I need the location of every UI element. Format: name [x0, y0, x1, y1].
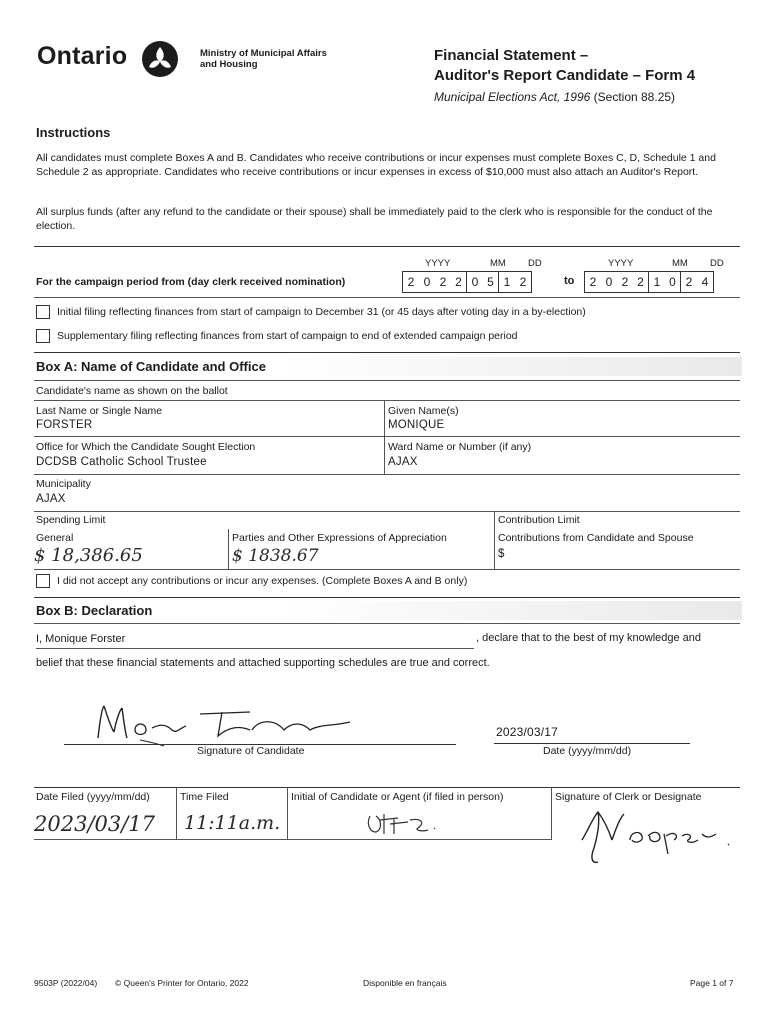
date-digit: 4 [701, 275, 709, 289]
date-filed-field[interactable]: 2023/03/17 [34, 812, 156, 836]
initial-filing-option[interactable] [36, 305, 586, 319]
campaign-period-label: For the campaign period from (day clerk received nomination) [36, 276, 346, 288]
initial-signature-image [364, 808, 444, 838]
clerk-signature-image [568, 800, 748, 866]
from-day-header: DD [528, 258, 542, 269]
supplementary-filing-option[interactable] [36, 329, 518, 343]
to-label: to [564, 275, 575, 287]
form-title: Financial Statement – Auditor's Report Candidate – Form 4 [434, 47, 696, 84]
date-digit: 2 [519, 275, 527, 289]
no-contributions-label: I did not accept any contributions or incur any expenses. (Complete Boxes A and B only) [57, 575, 468, 587]
box-b-heading: Box B: Declaration [34, 601, 742, 620]
french-availability: Disponible en français [363, 978, 447, 988]
divider [384, 400, 385, 474]
parties-label: Parties and Other Expressions of Appreciation [232, 532, 447, 544]
divider [34, 436, 740, 437]
divider [34, 787, 740, 788]
date-digit: 1 [503, 275, 511, 289]
instructions-paragraph-1: All candidates must complete Boxes A and B. Candidates who receive contributions or incur expenses must complete Boxes C, D, Schedule 1 and Schedule 2 as appropriate. Candidates who receive contributions or incur expenses in excess of $10,000 must also attach an Auditor's Report. [36, 152, 716, 178]
divider [34, 400, 740, 401]
divider [34, 569, 740, 570]
initial-label: Initial of Candidate or Agent (if filed in person) [291, 791, 504, 803]
from-year-header: YYYY [425, 258, 451, 269]
date-digit: 0 [471, 275, 479, 289]
divider [494, 511, 495, 569]
ministry-name: Ministry of Municipal Affairs and Housing [200, 48, 327, 70]
time-filed-label: Time Filed [180, 791, 229, 803]
no-contributions-checkbox[interactable] [36, 574, 50, 588]
given-name-label: Given Name(s) [388, 405, 459, 417]
date-digit: 2 [685, 275, 693, 289]
to-day-header: DD [710, 258, 724, 269]
municipality-label: Municipality [36, 478, 91, 490]
office-label: Office for Which the Candidate Sought Election [36, 441, 256, 453]
page-number: Page 1 of 7 [690, 978, 734, 988]
date-filed-label: Date Filed (yyyy/mm/dd) [36, 791, 150, 803]
to-year-header: YYYY [608, 258, 634, 269]
trillium-logo-icon [141, 40, 179, 78]
box-a-heading: Box A: Name of Candidate and Office [34, 357, 742, 376]
initial-filing-label: Initial filing reflecting finances from start of campaign to December 31 (or 45 days after voting day in a by-election) [57, 306, 586, 318]
date-digit: 2 [451, 272, 467, 292]
ward-field[interactable]: AJAX [388, 456, 418, 468]
from-month-header: MM [490, 258, 506, 269]
time-filed-field[interactable]: 11:11a.m. [184, 812, 281, 834]
form-number: 9503P (2022/04) [34, 978, 98, 988]
divider [228, 529, 229, 569]
supplementary-filing-checkbox[interactable] [36, 329, 50, 343]
parties-spending-value[interactable]: $ 1838.67 [232, 546, 319, 566]
date-line [494, 743, 690, 744]
divider [34, 297, 740, 298]
general-spending-value[interactable]: $ 18,386.65 [34, 545, 143, 566]
ontario-logo-text: Ontario [37, 42, 128, 70]
spending-limit-label: Spending Limit [36, 514, 106, 526]
divider [34, 246, 740, 247]
declaration-date-field[interactable]: 2023/03/17 [496, 725, 559, 739]
belief-text: belief that these financial statements and attached supporting schedules are true and correct. [36, 657, 490, 669]
date-digit: 2 [621, 275, 629, 289]
date-digit: 0 [665, 272, 681, 292]
date-digit: 2 [589, 275, 597, 289]
general-label: General [36, 532, 74, 544]
clerk-signature-label: Signature of Clerk or Designate [555, 791, 702, 803]
declarant-underline [36, 648, 474, 649]
ballot-name-label: Candidate's name as shown on the ballot [36, 385, 228, 397]
date-digit: 1 [653, 275, 661, 289]
date-digit: 2 [633, 272, 649, 292]
contribution-limit-label: Contribution Limit [498, 514, 580, 526]
divider [551, 787, 552, 839]
divider [287, 787, 288, 839]
to-month-header: MM [672, 258, 688, 269]
date-digit: 0 [605, 275, 613, 289]
instructions-heading: Instructions [36, 125, 111, 140]
from-date-field[interactable] [402, 271, 532, 293]
copyright: © Queen's Printer for Ontario, 2022 [115, 978, 249, 988]
divider [34, 511, 740, 512]
instructions-paragraph-2: All surplus funds (after any refund to the candidate or their spouse) shall be immediately paid to the clerk who is responsible for the conduct of the election. [36, 206, 713, 232]
municipality-field[interactable]: AJAX [36, 493, 66, 505]
candidate-signature-image [80, 700, 380, 750]
divider [34, 352, 740, 353]
date-digit: 5 [483, 272, 499, 292]
divider [34, 380, 740, 381]
declaration-text: , declare that to the best of my knowledge and [476, 632, 702, 644]
divider [34, 623, 740, 624]
ward-label: Ward Name or Number (if any) [388, 441, 532, 453]
contribution-from-label: Contributions from Candidate and Spouse [498, 532, 694, 544]
divider [176, 787, 177, 839]
divider [34, 597, 740, 598]
no-contributions-option[interactable] [36, 574, 467, 588]
date-digit: 2 [407, 275, 415, 289]
last-name-field[interactable]: FORSTER [36, 419, 93, 431]
contribution-limit-value[interactable]: $ [498, 548, 505, 560]
date-digit: 0 [423, 275, 431, 289]
signature-label: Signature of Candidate [197, 745, 305, 757]
initial-filing-checkbox[interactable] [36, 305, 50, 319]
given-name-field[interactable]: MONIQUE [388, 419, 445, 431]
date-label: Date (yyyy/mm/dd) [543, 745, 632, 757]
last-name-label: Last Name or Single Name [36, 405, 163, 417]
date-digit: 2 [439, 275, 447, 289]
divider [34, 839, 552, 840]
office-field[interactable]: DCDSB Catholic School Trustee [36, 456, 207, 468]
supplementary-filing-label: Supplementary filing reflecting finances from start of campaign to end of extended campaign period [57, 330, 518, 342]
declarant-name[interactable]: I, Monique Forster [36, 633, 126, 645]
to-date-field[interactable] [584, 271, 714, 293]
divider [34, 474, 740, 475]
act-reference: Municipal Elections Act, 1996 (Section 88.25) [434, 90, 676, 104]
